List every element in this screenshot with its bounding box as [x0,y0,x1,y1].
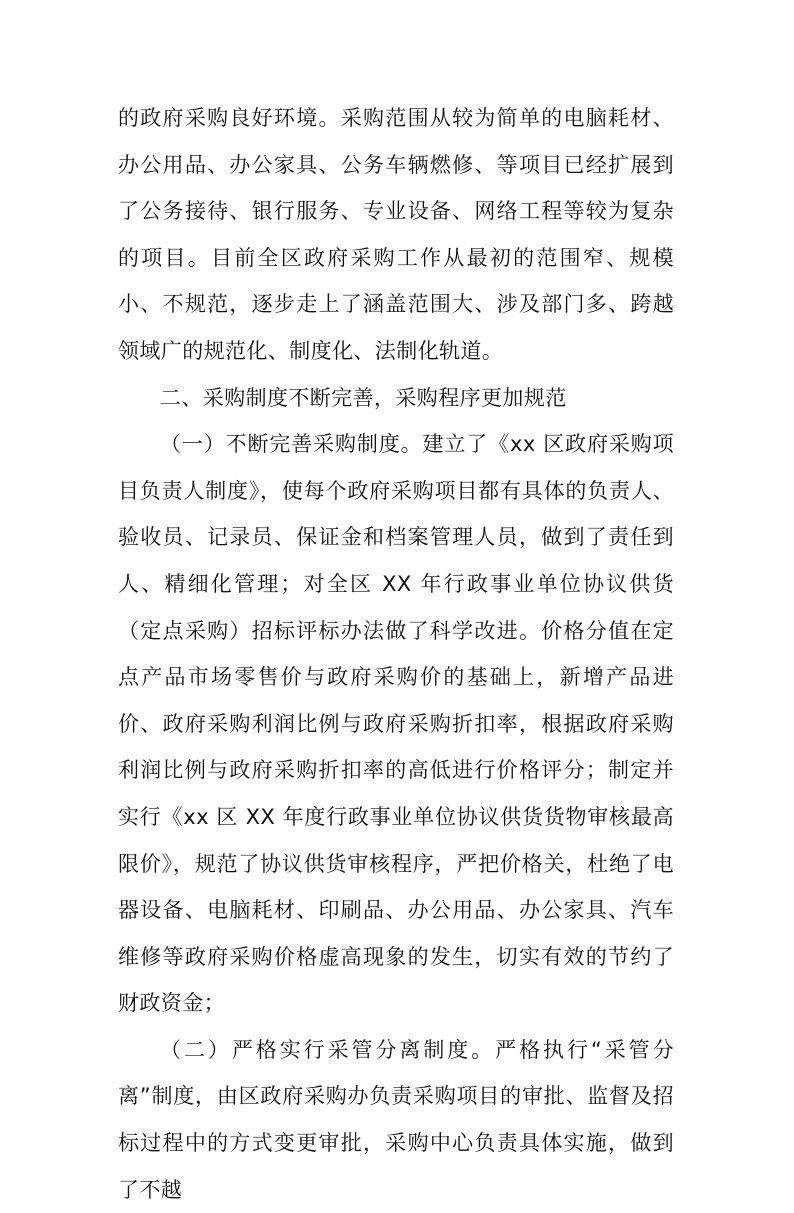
section-heading-2: 二、采购制度不断完善，采购程序更加规范 [160,385,567,410]
paragraph-separation-system: （二）严格实行采管分离制度。严格执行“采管分离”制度，由区政府采购办负责采购项目的审批、监督及招标过程中的方式变更审批，采购中心负责具体实施，做到了不越 [118,1037,674,1202]
document-body [118,95,674,1213]
paragraph-procurement-environment: 的政府采购良好环境。采购范围从较为简单的电脑耗材、办公用品、办公家具、公务车辆燃修、等项目已经扩展到了公务接待、银行服务、专业设备、网络工程等较为复杂的项目。目前全区政府采购工作从最初的范围窄、规模小、不规范，逐步走上了涵盖范围大、涉及部门多、跨越领域广的规范化、制度化、法制化轨道。 [118,106,674,363]
paragraph-improve-procurement-system: （一）不断完善采购制度。建立了《xx 区政府采购项目负责人制度》，使每个政府采购项目都有具体的负责人、验收员、记录员、保证金和档案管理人员，做到了责任到人、精细化管理；对全区 XX 年行政事业单位协议供货（定点采购）招标评标办法做了科学改进。价格分值在定点产品市场零售价与政府采购价的基础上，新增产品进价、政府采购利润比例与政府采购折扣率，根据政府采购利润比例与政府采购折扣率的高低进行价格评分；制定并实行《xx 区 XX 年度行政事业单位协议供货货物审核最高限价》，规范了协议供货审核程序，严把价格关，杜绝了电器设备、电脑耗材、印刷品、办公用品、办公家具、汽车维修等政府采购价格虚高现象的发生，切实有效的节约了财政资金； [118,432,674,1016]
